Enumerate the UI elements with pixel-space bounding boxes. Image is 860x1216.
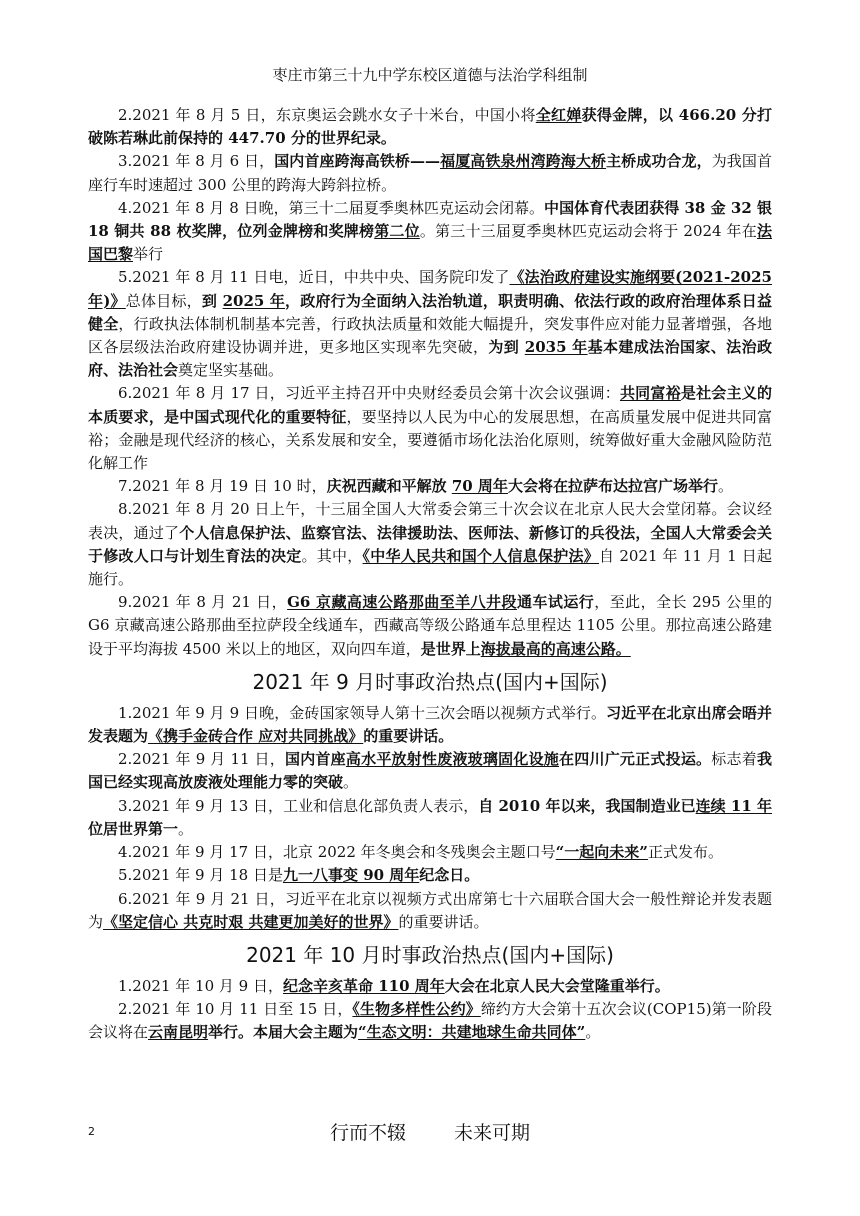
- text-run: 正式发布。: [647, 843, 723, 862]
- text-run: 举行: [133, 245, 164, 264]
- underlined-keyword: “生态文明：共建地球生命共同体”: [358, 1023, 586, 1042]
- document-header: 枣庄市第三十九中学东校区道德与法治学科组制: [272, 66, 588, 84]
- bold-text: 获得金牌，以 466.20 分打破陈若琳此前保持的 447.70 分的世界纪录。: [88, 106, 772, 148]
- text-run: 。第三十三届夏季奥林匹克运动会将于 2024 年在: [419, 222, 757, 241]
- underlined-keyword: 《生物多样性公约》: [352, 1000, 481, 1019]
- text-run: 7.2021 年 8 月 19 日 10 时，: [118, 477, 327, 496]
- text-run: 5.2021 年 9 月 18 日是: [118, 866, 283, 885]
- news-item: [88, 864, 772, 887]
- text-run: 4.2021 年 9 月 17 日，北京 2022 年冬奥会和冬残奥会主题口号: [118, 843, 556, 862]
- underlined-keyword: 法国巴黎: [88, 222, 772, 264]
- underlined-keyword: 《法治政府建设实施纲要(2021-2025 年)》: [88, 268, 772, 310]
- text-run: 。: [585, 1023, 601, 1042]
- text-run: 。: [717, 477, 733, 496]
- news-item: [88, 382, 772, 475]
- document-body: [88, 104, 772, 1045]
- text-run: 6.2021 年 8 月 17 日，习近平主持召开中央财经委员会第十次会议强调：: [118, 384, 620, 403]
- underlined-keyword: 70 周年: [451, 477, 508, 496]
- underlined-keyword: 九一八事变 90 周年: [282, 866, 420, 885]
- bold-text: 在四川广元正式投运。: [559, 750, 712, 769]
- bold-text: 通车试运行: [516, 593, 595, 612]
- news-item: [88, 998, 772, 1044]
- page-number: 2: [88, 1125, 95, 1138]
- footer-motto-right: 未来可期: [454, 1122, 531, 1144]
- bold-text: 我国已经实现高放废液处理能力零的突破: [88, 750, 772, 792]
- news-item: [88, 150, 772, 196]
- bold-text: 位居世界第一: [88, 819, 179, 838]
- underlined-keyword: 连续 11 年: [695, 796, 772, 815]
- news-item: [88, 475, 772, 498]
- bold-text: ，政府行为全面纳入法治轨道，职责明确、依法行政的政府治理体系日益健全: [88, 291, 772, 333]
- underlined-keyword: 第二位: [374, 222, 420, 241]
- footer-motto: [0, 1118, 860, 1145]
- news-item: [88, 498, 772, 591]
- text-run: 。: [178, 819, 194, 838]
- text-run: 标志着: [711, 750, 757, 769]
- text-run: 1.2021 年 10 月 9 日，: [118, 976, 283, 995]
- news-item: [88, 841, 772, 864]
- bold-text: 的重要讲话。: [363, 727, 454, 746]
- underlined-keyword: 《坚定信心 共克时艰 共建更加美好的世界》: [103, 912, 399, 931]
- underlined-keyword: 《携手金砖合作 应对共同挑战》: [148, 727, 364, 746]
- text-run: 2.2021 年 9 月 11 日，: [118, 750, 285, 769]
- bold-text: 大会将在拉萨布达拉宫广场举行: [507, 477, 718, 496]
- news-item: [88, 748, 772, 794]
- bold-text: 个人信息保护法、监察官法、法律援助法、医师法、新修订的兵役法，全国人大常委会关于修改人口与计划生育法的决定: [88, 523, 772, 565]
- bold-text: 纪念日。: [419, 866, 480, 885]
- news-item: [88, 795, 772, 841]
- text-run: 3.2021 年 9 月 13 日，工业和信息化部负责人表示，: [118, 796, 479, 815]
- text-run: 。其中，: [301, 546, 363, 565]
- underlined-keyword: 纪念辛亥革命 110 周年: [282, 976, 445, 995]
- text-run: 8.2021 年 8 月 20 日上午，十三届全国人大常委会第三十次会议在北京人民大会堂闭幕。会议经表决，通过了: [88, 500, 772, 542]
- text-run: ，要坚持以人民为中心的发展思想，在高质量发展中促进共同富裕；金融是现代经济的核心，关系发展和安全，要遵循市场化法治化原则，统筹做好重大金融风险防范化解工作: [88, 407, 772, 473]
- news-item: [88, 197, 772, 267]
- bold-text: 国内首座跨海高铁桥——: [274, 152, 441, 171]
- footer-motto-left: 行而不辍: [329, 1122, 406, 1144]
- section-title: 2021 年 10 月时事政治热点(国内+国际): [246, 942, 614, 967]
- bold-text: 习近平在北京出席会晤并发表题为: [88, 703, 772, 746]
- underlined-keyword: 全红婵: [535, 106, 582, 124]
- underlined-keyword: “一起向未来”: [555, 843, 648, 862]
- bold-text: 大会在北京人民大会堂隆重举行。: [444, 976, 670, 995]
- underlined-keyword: 云南昆明: [148, 1023, 209, 1042]
- text-run: 奠定坚实基础。: [178, 361, 284, 380]
- underlined-keyword: 《中华人民共和国个人信息保护法》: [362, 546, 600, 565]
- bold-text: 到: [201, 291, 223, 310]
- bold-text: 是社会主义的本质要求，是中国式现代化的重要特征: [88, 384, 772, 426]
- bold-text: 基本建成法治国家、法治政府、法治社会: [88, 338, 772, 380]
- bold-text: 国内首座: [284, 750, 346, 769]
- underlined-keyword: 2035 年: [524, 338, 588, 357]
- text-run: 的重要讲话。: [398, 912, 489, 931]
- text-run: 9.2021 年 8 月 21 日，: [118, 593, 288, 612]
- bold-text: 举行。本届大会主题为: [208, 1023, 359, 1042]
- bold-text: 为到: [488, 338, 525, 357]
- news-item: [88, 266, 772, 382]
- text-run: ，至此，全长 295 公里的 G6 京藏高速公路那曲至拉萨段全线通车，西藏高等级公路通车总里程达 1105 公里。那拉高速公路建设于平均海拔 4500 米以上的地区，双向四车道，: [88, 593, 772, 658]
- text-run: 2.2021 年 10 月 11 日至 15 日，: [118, 1000, 353, 1019]
- text-run: 为我国首座行车时速超过 300 公里的跨海大跨斜拉桥。: [88, 152, 772, 194]
- underlined-keyword: G6 京藏高速公路那曲至羊八井段: [287, 593, 517, 612]
- news-item: [88, 702, 772, 748]
- bold-text: 庆祝西藏和平解放: [326, 477, 452, 496]
- section-title: 2021 年 9 月时事政治热点(国内+国际): [252, 669, 608, 694]
- bold-text: 主桥成功合龙，: [606, 152, 712, 171]
- underlined-keyword: 共同富裕: [619, 384, 681, 403]
- underlined-keyword: 福厦高铁泉州湾跨海大桥: [440, 152, 607, 171]
- text-run: 3.2021 年 8 月 6 日，: [118, 152, 275, 171]
- bold-text: 是世界上: [420, 639, 481, 658]
- underlined-keyword: 高水平放射性废液玻璃固化设施: [345, 750, 560, 769]
- text-run: 6.2021 年 9 月 21 日，习近平在北京以视频方式出席第七十六届联合国大会一般性辩论并发表题为: [88, 889, 772, 931]
- text-run: 2.2021 年 8 月 5 日，东京奥运会跳水女子十米台，中国小将: [118, 106, 536, 124]
- text-run: 1.2021 年 9 月 9 日晚，金砖国家领导人第十三次会晤以视频方式举行。: [118, 703, 607, 722]
- text-run: 。: [343, 773, 359, 792]
- underlined-keyword: 海拔最高的高速公路。: [480, 639, 631, 658]
- bold-text: 中国体育代表团获得 38 金 32 银 18 铜共 88 枚奖牌，位列金牌榜和奖牌榜: [88, 198, 773, 241]
- text-run: 总体目标，: [125, 291, 202, 310]
- underlined-keyword: 2025 年: [222, 291, 285, 310]
- text-run: 4.2021 年 8 月 8 日晚，第三十二届夏季奥林匹克运动会闭幕。: [118, 198, 545, 217]
- text-run: 5.2021 年 8 月 11 日电，近日，中共中央、国务院印发了: [118, 268, 510, 287]
- news-item: [88, 104, 772, 150]
- news-item: [88, 591, 772, 661]
- text-run: 缔约方大会第十五次会议(COP15)第一阶段会议将在: [88, 1000, 772, 1042]
- text-run: ，行政执法体制机制基本完善，行政执法质量和效能大幅提升，突发事件应对能力显著增强，各地区各层级法治政府建设协调并进，更多地区实现率先突破，: [88, 314, 772, 357]
- bold-text: 自 2010 年以来，我国制造业已: [478, 796, 696, 815]
- news-item: [88, 975, 772, 998]
- text-run: 自 2021 年 11 月 1 日起施行。: [88, 546, 772, 589]
- news-item: [88, 888, 772, 934]
